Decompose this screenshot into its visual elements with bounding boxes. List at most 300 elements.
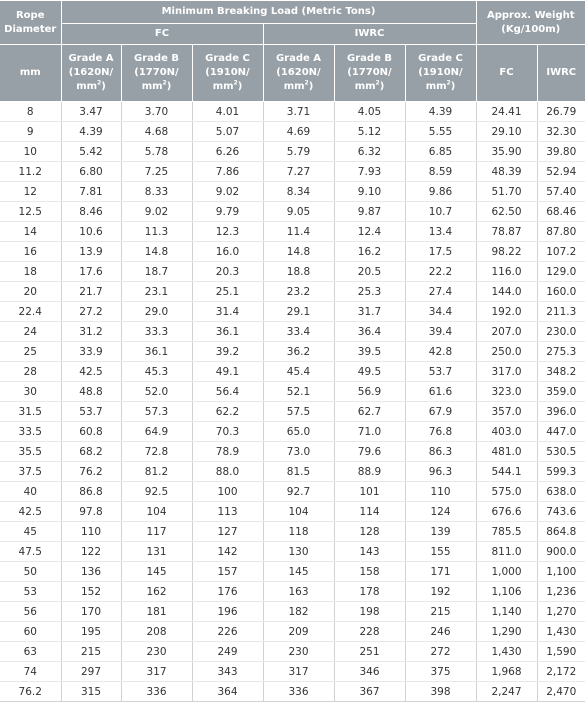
iwrc-grade-c-cell: 246	[405, 622, 476, 642]
fc-grade-b-cell: 336	[121, 682, 192, 702]
weight-iwrc-cell: 2,172	[537, 662, 585, 682]
weight-fc-cell: 317.0	[476, 362, 537, 382]
diameter-cell: 45	[0, 522, 61, 542]
diameter-cell: 12.5	[0, 202, 61, 222]
weight-fc-cell: 192.0	[476, 302, 537, 322]
table-row	[0, 342, 585, 362]
weight-fc-cell: 323.0	[476, 382, 537, 402]
weight-iwrc-cell: 638.0	[537, 482, 585, 502]
iwrc-grade-c-cell: 8.59	[405, 162, 476, 182]
table-row	[0, 442, 585, 462]
iwrc-grade-c-cell: 27.4	[405, 282, 476, 302]
iwrc-grade-a-cell: 4.69	[263, 122, 334, 142]
table-row	[0, 502, 585, 522]
weight-fc-cell: 48.39	[476, 162, 537, 182]
weight-iwrc-cell: 87.80	[537, 222, 585, 242]
diameter-cell: 60	[0, 622, 61, 642]
fc-grade-b-cell: 72.8	[121, 442, 192, 462]
iwrc-grade-b-cell: 367	[334, 682, 405, 702]
weight-iwrc-cell: 107.2	[537, 242, 585, 262]
weight-iwrc-cell: 396.0	[537, 402, 585, 422]
breaking-load-header: Minimum Breaking Load (Metric Tons)	[61, 1, 476, 24]
table-row	[0, 402, 585, 422]
weight-iwrc-cell: 68.46	[537, 202, 585, 222]
fc-grade-b-cell: 317	[121, 662, 192, 682]
iwrc-grade-b-cell: 9.10	[334, 182, 405, 202]
fc-grade-c-cell: 20.3	[192, 262, 263, 282]
fc-grade-c-cell: 7.86	[192, 162, 263, 182]
fc-grade-b-cell: 162	[121, 582, 192, 602]
weight-fc-cell: 62.50	[476, 202, 537, 222]
fc-grade-c-cell: 196	[192, 602, 263, 622]
weight-iwrc-cell: 1,236	[537, 582, 585, 602]
weight-fc-cell: 116.0	[476, 262, 537, 282]
fc-grade-a-cell: 122	[61, 542, 121, 562]
fc-grade-c-cell: 16.0	[192, 242, 263, 262]
fc-grade-a-cell: 60.8	[61, 422, 121, 442]
weight-iwrc-cell: 348.2	[537, 362, 585, 382]
diameter-cell: 56	[0, 602, 61, 622]
fc-grade-b-cell: 230	[121, 642, 192, 662]
fc-grade-c-cell: 249	[192, 642, 263, 662]
iwrc-grade-a-cell: 336	[263, 682, 334, 702]
fc-grade-a-cell: 4.39	[61, 122, 121, 142]
diameter-cell: 63	[0, 642, 61, 662]
fc-grade-b-cell: 208	[121, 622, 192, 642]
fc-grade-a-cell: 21.7	[61, 282, 121, 302]
diameter-cell: 10	[0, 142, 61, 162]
table-row	[0, 282, 585, 302]
iwrc-grade-b-cell: 6.32	[334, 142, 405, 162]
fc-grade-a-cell: 7.81	[61, 182, 121, 202]
fc-grade-b-cell: 131	[121, 542, 192, 562]
iwrc-grade-a-cell: 33.4	[263, 322, 334, 342]
fc-grade-c-cell: 56.4	[192, 382, 263, 402]
fc-grade-a-cell: 110	[61, 522, 121, 542]
fc-grade-b-cell: 9.02	[121, 202, 192, 222]
fc-grade-a-cell: 68.2	[61, 442, 121, 462]
iwrc-grade-b-cell: 228	[334, 622, 405, 642]
diameter-cell: 9	[0, 122, 61, 142]
fc-grade-a-cell: 6.80	[61, 162, 121, 182]
iwrc-grade-b-cell: 31.7	[334, 302, 405, 322]
fc-grade-b-cell: 92.5	[121, 482, 192, 502]
diameter-cell: 8	[0, 102, 61, 122]
rope-diameter-header: Rope Diameter	[0, 1, 61, 45]
weight-iwrc-cell: 26.79	[537, 102, 585, 122]
iwrc-grade-a-cell: 317	[263, 662, 334, 682]
diameter-cell: 22.4	[0, 302, 61, 322]
diameter-cell: 35.5	[0, 442, 61, 462]
fc-grade-c-cell: 62.2	[192, 402, 263, 422]
table-row	[0, 462, 585, 482]
diameter-cell: 74	[0, 662, 61, 682]
fc-grade-c-cell: 9.02	[192, 182, 263, 202]
weight-iwrc-cell: 447.0	[537, 422, 585, 442]
weight-fc-cell: 35.90	[476, 142, 537, 162]
fc-grade-a-cell: 86.8	[61, 482, 121, 502]
fc-grade-a-cell: 170	[61, 602, 121, 622]
weight-iwrc-cell: 743.6	[537, 502, 585, 522]
fc-grade-a-cell: 315	[61, 682, 121, 702]
table-header	[0, 1, 585, 102]
iwrc-grade-a-cell: 23.2	[263, 282, 334, 302]
fc-grade-b-cell: 117	[121, 522, 192, 542]
iwrc-grade-c-cell: 86.3	[405, 442, 476, 462]
weight-fc-cell: 481.0	[476, 442, 537, 462]
diameter-cell: 33.5	[0, 422, 61, 442]
fc-grade-c-cell: 39.2	[192, 342, 263, 362]
fc-grade-a-cell: 5.42	[61, 142, 121, 162]
weight-iwrc-cell: 39.80	[537, 142, 585, 162]
iwrc-grade-b-cell: 178	[334, 582, 405, 602]
fc-grade-b-cell: 18.7	[121, 262, 192, 282]
iwrc-grade-c-cell: 17.5	[405, 242, 476, 262]
iwrc-grade-c-cell: 6.85	[405, 142, 476, 162]
iwrc-grade-a-cell: 57.5	[263, 402, 334, 422]
iwrc-grade-c-header: Grade C (1910N/ $mm^2$)	[405, 45, 476, 102]
fc-grade-a-cell: 97.8	[61, 502, 121, 522]
iwrc-group-header: IWRC	[263, 24, 476, 45]
fc-grade-c-cell: 343	[192, 662, 263, 682]
weight-fc-cell: 811.0	[476, 542, 537, 562]
fc-grade-c-cell: 113	[192, 502, 263, 522]
weight-iwrc-cell: 230.0	[537, 322, 585, 342]
fc-grade-c-cell: 78.9	[192, 442, 263, 462]
weight-iwrc-cell: 129.0	[537, 262, 585, 282]
iwrc-grade-a-cell: 92.7	[263, 482, 334, 502]
iwrc-grade-c-cell: 39.4	[405, 322, 476, 342]
fc-grade-b-cell: 45.3	[121, 362, 192, 382]
iwrc-grade-c-cell: 34.4	[405, 302, 476, 322]
weight-fc-cell: 51.70	[476, 182, 537, 202]
weight-iwrc-cell: 2,470	[537, 682, 585, 702]
weight-iwrc-cell: 1,270	[537, 602, 585, 622]
iwrc-grade-b-cell: 20.5	[334, 262, 405, 282]
fc-grade-c-cell: 157	[192, 562, 263, 582]
fc-grade-a-cell: 195	[61, 622, 121, 642]
weight-fc-cell: 544.1	[476, 462, 537, 482]
fc-grade-c-cell: 176	[192, 582, 263, 602]
iwrc-grade-a-cell: 130	[263, 542, 334, 562]
iwrc-grade-a-cell: 230	[263, 642, 334, 662]
diameter-cell: 25	[0, 342, 61, 362]
fc-grade-a-cell: 10.6	[61, 222, 121, 242]
fc-grade-b-cell: 14.8	[121, 242, 192, 262]
iwrc-grade-c-cell: 192	[405, 582, 476, 602]
fc-grade-b-cell: 29.0	[121, 302, 192, 322]
fc-grade-a-cell: 31.2	[61, 322, 121, 342]
table-row	[0, 202, 585, 222]
iwrc-grade-a-cell: 18.8	[263, 262, 334, 282]
fc-grade-b-cell: 33.3	[121, 322, 192, 342]
weight-fc-cell: 575.0	[476, 482, 537, 502]
iwrc-grade-c-cell: 96.3	[405, 462, 476, 482]
diameter-cell: 37.5	[0, 462, 61, 482]
mm-unit-header: mm	[0, 45, 61, 102]
iwrc-grade-c-cell: 272	[405, 642, 476, 662]
fc-grade-c-cell: 31.4	[192, 302, 263, 322]
weight-fc-cell: 1,000	[476, 562, 537, 582]
fc-grade-a-cell: 76.2	[61, 462, 121, 482]
iwrc-grade-b-cell: 143	[334, 542, 405, 562]
fc-grade-c-cell: 142	[192, 542, 263, 562]
weight-fc-cell: 24.41	[476, 102, 537, 122]
weight-iwrc-cell: 32.30	[537, 122, 585, 142]
fc-grade-c-cell: 226	[192, 622, 263, 642]
iwrc-grade-b-cell: 5.12	[334, 122, 405, 142]
fc-grade-b-cell: 104	[121, 502, 192, 522]
iwrc-grade-a-cell: 145	[263, 562, 334, 582]
diameter-cell: 12	[0, 182, 61, 202]
weight-iwrc-cell: 160.0	[537, 282, 585, 302]
iwrc-grade-c-cell: 215	[405, 602, 476, 622]
weight-fc-cell: 357.0	[476, 402, 537, 422]
diameter-cell: 24	[0, 322, 61, 342]
weight-iwrc-cell: 359.0	[537, 382, 585, 402]
weight-iwrc-cell: 599.3	[537, 462, 585, 482]
weight-fc-cell: 2,247	[476, 682, 537, 702]
fc-grade-a-cell: 297	[61, 662, 121, 682]
iwrc-grade-b-cell: 56.9	[334, 382, 405, 402]
iwrc-grade-b-cell: 128	[334, 522, 405, 542]
fc-grade-a-cell: 53.7	[61, 402, 121, 422]
fc-grade-a-cell: 48.8	[61, 382, 121, 402]
table-row	[0, 642, 585, 662]
diameter-cell: 28	[0, 362, 61, 382]
iwrc-grade-b-cell: 71.0	[334, 422, 405, 442]
iwrc-grade-b-cell: 251	[334, 642, 405, 662]
fc-grade-c-cell: 12.3	[192, 222, 263, 242]
table-row	[0, 362, 585, 382]
fc-grade-a-cell: 8.46	[61, 202, 121, 222]
iwrc-grade-b-cell: 101	[334, 482, 405, 502]
table-row	[0, 262, 585, 282]
weight-iwrc-cell: 275.3	[537, 342, 585, 362]
fc-grade-b-cell: 4.68	[121, 122, 192, 142]
iwrc-grade-a-cell: 104	[263, 502, 334, 522]
fc-grade-c-cell: 88.0	[192, 462, 263, 482]
iwrc-grade-a-cell: 11.4	[263, 222, 334, 242]
fc-grade-b-cell: 52.0	[121, 382, 192, 402]
iwrc-grade-b-cell: 36.4	[334, 322, 405, 342]
table-body	[0, 102, 585, 702]
diameter-cell: 30	[0, 382, 61, 402]
fc-grade-c-cell: 9.79	[192, 202, 263, 222]
weight-iwrc-cell: 211.3	[537, 302, 585, 322]
iwrc-grade-a-cell: 65.0	[263, 422, 334, 442]
fc-grade-c-cell: 100	[192, 482, 263, 502]
iwrc-grade-b-cell: 12.4	[334, 222, 405, 242]
iwrc-grade-a-cell: 5.79	[263, 142, 334, 162]
iwrc-grade-c-cell: 61.6	[405, 382, 476, 402]
table-row	[0, 102, 585, 122]
diameter-cell: 40	[0, 482, 61, 502]
fc-grade-a-cell: 3.47	[61, 102, 121, 122]
fc-grade-b-cell: 57.3	[121, 402, 192, 422]
table-row	[0, 582, 585, 602]
weight-fc-cell: 1,140	[476, 602, 537, 622]
iwrc-grade-c-cell: 375	[405, 662, 476, 682]
table-row	[0, 162, 585, 182]
fc-grade-a-cell: 17.6	[61, 262, 121, 282]
weight-iwrc-cell: 1,100	[537, 562, 585, 582]
table-row	[0, 662, 585, 682]
weight-fc-cell: 403.0	[476, 422, 537, 442]
fc-grade-a-cell: 215	[61, 642, 121, 662]
table-row	[0, 542, 585, 562]
weight-iwrc-cell: 864.8	[537, 522, 585, 542]
fc-grade-b-cell: 181	[121, 602, 192, 622]
iwrc-grade-c-cell: 4.39	[405, 102, 476, 122]
weight-iwrc-cell: 1,430	[537, 622, 585, 642]
weight-iwrc-cell: 57.40	[537, 182, 585, 202]
weight-iwrc-cell: 1,590	[537, 642, 585, 662]
diameter-cell: 53	[0, 582, 61, 602]
fc-grade-c-cell: 5.07	[192, 122, 263, 142]
table-row	[0, 382, 585, 402]
diameter-cell: 31.5	[0, 402, 61, 422]
iwrc-grade-c-cell: 42.8	[405, 342, 476, 362]
table-row	[0, 122, 585, 142]
iwrc-grade-a-cell: 14.8	[263, 242, 334, 262]
weight-iwrc-cell: 530.5	[537, 442, 585, 462]
fc-grade-b-cell: 8.33	[121, 182, 192, 202]
table-row	[0, 322, 585, 342]
iwrc-grade-b-cell: 49.5	[334, 362, 405, 382]
iwrc-grade-b-cell: 4.05	[334, 102, 405, 122]
iwrc-grade-a-cell: 81.5	[263, 462, 334, 482]
weight-fc-cell: 98.22	[476, 242, 537, 262]
weight-iwrc-cell: 52.94	[537, 162, 585, 182]
iwrc-grade-c-cell: 76.8	[405, 422, 476, 442]
iwrc-grade-b-header: Grade B (1770N/ $mm^2$)	[334, 45, 405, 102]
table-row	[0, 242, 585, 262]
iwrc-grade-a-header: Grade A (1620N/ $mm^2$)	[263, 45, 334, 102]
diameter-cell: 14	[0, 222, 61, 242]
fc-grade-b-cell: 7.25	[121, 162, 192, 182]
iwrc-grade-b-cell: 25.3	[334, 282, 405, 302]
iwrc-grade-c-cell: 110	[405, 482, 476, 502]
iwrc-grade-b-cell: 16.2	[334, 242, 405, 262]
weight-fc-cell: 676.6	[476, 502, 537, 522]
weight-fc-cell: 144.0	[476, 282, 537, 302]
iwrc-grade-a-cell: 9.05	[263, 202, 334, 222]
iwrc-grade-a-cell: 52.1	[263, 382, 334, 402]
fc-grade-a-cell: 136	[61, 562, 121, 582]
table-row	[0, 562, 585, 582]
iwrc-grade-c-cell: 171	[405, 562, 476, 582]
weight-iwrc-cell: 900.0	[537, 542, 585, 562]
fc-grade-c-cell: 70.3	[192, 422, 263, 442]
iwrc-grade-b-cell: 7.93	[334, 162, 405, 182]
weight-fc-cell: 207.0	[476, 322, 537, 342]
table-row	[0, 622, 585, 642]
iwrc-grade-b-cell: 39.5	[334, 342, 405, 362]
fc-grade-c-cell: 364	[192, 682, 263, 702]
iwrc-grade-a-cell: 163	[263, 582, 334, 602]
table-row	[0, 422, 585, 442]
iwrc-grade-c-cell: 10.7	[405, 202, 476, 222]
fc-grade-c-cell: 4.01	[192, 102, 263, 122]
fc-grade-b-cell: 145	[121, 562, 192, 582]
weight-fc-cell: 78.87	[476, 222, 537, 242]
fc-grade-b-cell: 11.3	[121, 222, 192, 242]
fc-grade-c-header: Grade C (1910N/ $mm^2$)	[192, 45, 263, 102]
fc-grade-b-cell: 36.1	[121, 342, 192, 362]
weight-fc-cell: 1,968	[476, 662, 537, 682]
fc-grade-b-cell: 64.9	[121, 422, 192, 442]
diameter-cell: 47.5	[0, 542, 61, 562]
iwrc-grade-c-cell: 5.55	[405, 122, 476, 142]
iwrc-grade-b-cell: 62.7	[334, 402, 405, 422]
table-row	[0, 602, 585, 622]
table-row	[0, 302, 585, 322]
fc-grade-c-cell: 36.1	[192, 322, 263, 342]
iwrc-grade-b-cell: 9.87	[334, 202, 405, 222]
iwrc-grade-c-cell: 22.2	[405, 262, 476, 282]
fc-grade-c-cell: 49.1	[192, 362, 263, 382]
table-row	[0, 222, 585, 242]
iwrc-grade-a-cell: 73.0	[263, 442, 334, 462]
iwrc-grade-c-cell: 9.86	[405, 182, 476, 202]
fc-grade-a-header: Grade A (1620N/ $mm^2$)	[61, 45, 121, 102]
iwrc-grade-a-cell: 45.4	[263, 362, 334, 382]
iwrc-grade-c-cell: 13.4	[405, 222, 476, 242]
weight-iwrc-header: IWRC	[537, 45, 585, 102]
iwrc-grade-b-cell: 79.6	[334, 442, 405, 462]
iwrc-grade-c-cell: 53.7	[405, 362, 476, 382]
fc-grade-c-cell: 25.1	[192, 282, 263, 302]
iwrc-grade-a-cell: 182	[263, 602, 334, 622]
iwrc-grade-b-cell: 346	[334, 662, 405, 682]
iwrc-grade-c-cell: 139	[405, 522, 476, 542]
iwrc-grade-a-cell: 36.2	[263, 342, 334, 362]
fc-grade-b-cell: 81.2	[121, 462, 192, 482]
fc-grade-b-cell: 3.70	[121, 102, 192, 122]
weight-fc-cell: 785.5	[476, 522, 537, 542]
iwrc-grade-b-cell: 158	[334, 562, 405, 582]
iwrc-grade-c-cell: 124	[405, 502, 476, 522]
weight-fc-cell: 29.10	[476, 122, 537, 142]
fc-grade-c-cell: 127	[192, 522, 263, 542]
iwrc-grade-a-cell: 29.1	[263, 302, 334, 322]
iwrc-grade-c-cell: 398	[405, 682, 476, 702]
fc-grade-b-header: Grade B (1770N/ $mm^2$)	[121, 45, 192, 102]
iwrc-grade-a-cell: 8.34	[263, 182, 334, 202]
fc-grade-a-cell: 27.2	[61, 302, 121, 322]
diameter-cell: 42.5	[0, 502, 61, 522]
iwrc-grade-a-cell: 209	[263, 622, 334, 642]
fc-grade-a-cell: 42.5	[61, 362, 121, 382]
fc-group-header: FC	[61, 24, 263, 45]
diameter-cell: 11.2	[0, 162, 61, 182]
weight-fc-cell: 1,290	[476, 622, 537, 642]
diameter-cell: 20	[0, 282, 61, 302]
diameter-cell: 18	[0, 262, 61, 282]
diameter-cell: 16	[0, 242, 61, 262]
fc-grade-b-cell: 5.78	[121, 142, 192, 162]
table-row	[0, 482, 585, 502]
fc-grade-b-cell: 23.1	[121, 282, 192, 302]
weight-fc-cell: 1,106	[476, 582, 537, 602]
weight-fc-cell: 250.0	[476, 342, 537, 362]
iwrc-grade-c-cell: 67.9	[405, 402, 476, 422]
fc-grade-c-cell: 6.26	[192, 142, 263, 162]
iwrc-grade-a-cell: 7.27	[263, 162, 334, 182]
iwrc-grade-a-cell: 118	[263, 522, 334, 542]
table-row	[0, 142, 585, 162]
